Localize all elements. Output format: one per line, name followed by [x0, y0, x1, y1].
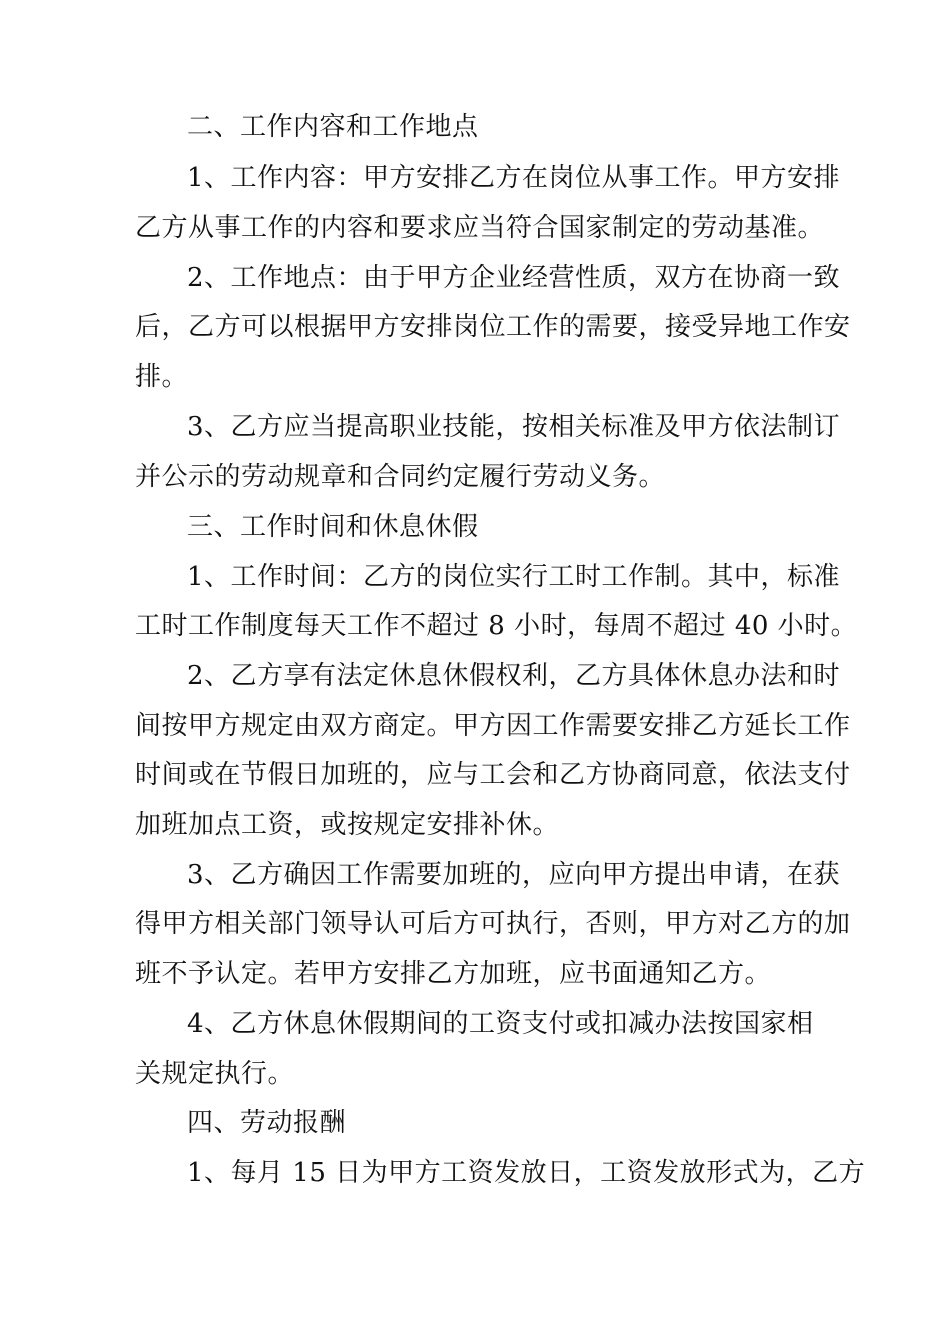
paragraph-line: 排。 — [135, 362, 189, 392]
paragraph-line: 并公示的劳动规章和合同约定履行劳动义务。 — [135, 462, 666, 492]
paragraph-line: 3、乙方应当提高职业技能，按相关标准及甲方依法制订 — [187, 412, 841, 442]
paragraph-line: 1、每月 15 日为甲方工资发放日，工资发放形式为，乙方 — [187, 1158, 866, 1188]
paragraph-line: 2、工作地点：由于甲方企业经营性质，双方在协商一致 — [187, 263, 841, 293]
paragraph-line: 1、工作内容：甲方安排乙方在岗位从事工作。甲方安排 — [187, 163, 841, 193]
paragraph-line: 1、工作时间：乙方的岗位实行工时工作制。其中，标准 — [187, 562, 841, 592]
paragraph-line: 3、乙方确因工作需要加班的，应向甲方提出申请，在获 — [187, 860, 841, 890]
paragraph-line: 4、乙方休息休假期间的工资支付或扣减办法按国家相 — [187, 1009, 814, 1039]
section-heading-working-hours: 三、工作时间和休息休假 — [187, 512, 479, 542]
paragraph-line: 工时工作制度每天工作不超过 8 小时，每周不超过 40 小时。 — [135, 611, 858, 641]
paragraph-line: 间按甲方规定由双方商定。甲方因工作需要安排乙方延长工作 — [135, 711, 851, 741]
section-heading-work-content: 二、工作内容和工作地点 — [187, 112, 479, 142]
paragraph-line: 关规定执行。 — [135, 1059, 295, 1089]
section-heading-remuneration: 四、劳动报酬 — [187, 1108, 347, 1138]
paragraph-line: 得甲方相关部门领导认可后方可执行，否则，甲方对乙方的加 — [135, 909, 851, 939]
paragraph-line: 时间或在节假日加班的，应与工会和乙方协商同意，依法支付 — [135, 760, 851, 790]
paragraph-line: 2、乙方享有法定休息休假权利，乙方具体休息办法和时 — [187, 661, 841, 691]
paragraph-line: 后，乙方可以根据甲方安排岗位工作的需要，接受异地工作安 — [135, 312, 851, 342]
paragraph-line: 班不予认定。若甲方安排乙方加班，应书面通知乙方。 — [135, 959, 772, 989]
paragraph-line: 乙方从事工作的内容和要求应当符合国家制定的劳动基准。 — [135, 213, 825, 243]
paragraph-line: 加班加点工资，或按规定安排补休。 — [135, 810, 560, 840]
